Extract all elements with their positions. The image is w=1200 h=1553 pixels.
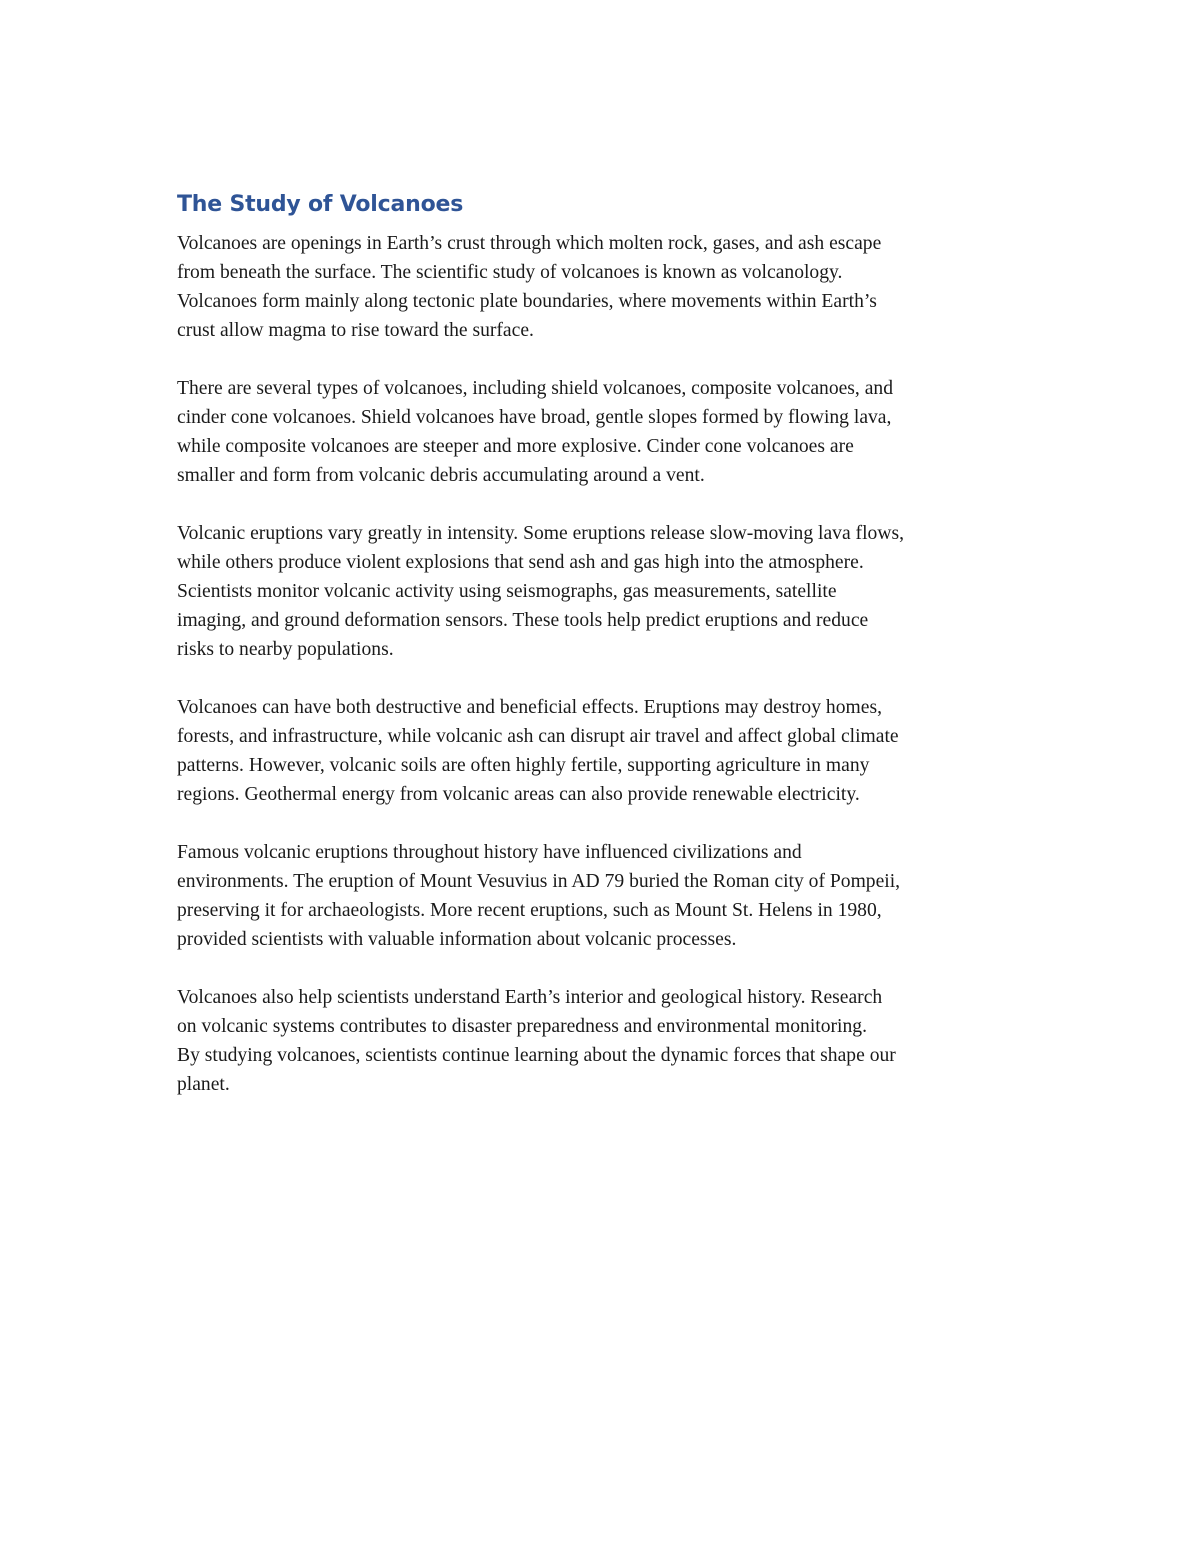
paragraph-types: There are several types of volcanoes, including shield volcanoes, composite volcanoes, and cinder cone volcanoes. Shield volcanoes have broad, gentle slopes formed by flowing lava, while composite volcanoes are steeper and more explosive. Cinder cone volcanoes are smaller and form from volcanic debris accumulating around a vent. bbox=[177, 378, 894, 486]
paragraph-eruptions: Volcanic eruptions vary greatly in intensity. Some eruptions release slow-moving lava flows, while others produce violent explosions that send ash and gas high into the atmosphere. Scientists monitor volcanic activity using seismographs, gas measurements, satellite imaging, and ground deformation sensors. These tools help predict eruptions and reduce risks to nearby populations. bbox=[177, 523, 904, 660]
document-body bbox=[177, 188, 1037, 1128]
paragraph-history: Famous volcanic eruptions throughout history have influenced civilizations and environments. The eruption of Mount Vesuvius in AD 79 buried the Roman city of Pompeii, preserving it for archaeologists. More recent eruptions, such as Mount St. Helens in 1980, provided scientists with valuable information about volcanic processes. bbox=[177, 842, 901, 950]
document-title: The Study of Volcanoes bbox=[177, 192, 464, 217]
paragraph-research: Volcanoes also help scientists understand Earth’s interior and geological history. Research on volcanic systems contributes to disaster preparedness and environmental monitoring. By studying volcanoes, scientists continue learning about the dynamic forces that shape our planet. bbox=[177, 987, 896, 1095]
paragraph-intro: Volcanoes are openings in Earth’s crust through which molten rock, gases, and ash escape from beneath the surface. The scientific study of volcanoes is known as volcanology. Volcanoes form mainly along tectonic plate boundaries, where movements within Earth’s crust allow magma to rise toward the surface. bbox=[177, 233, 882, 341]
paragraph-effects: Volcanoes can have both destructive and beneficial effects. Eruptions may destroy homes, forests, and infrastructure, while volcanic ash can disrupt air travel and affect global climate patterns. However, volcanic soils are often highly fertile, supporting agriculture in many regions. Geothermal energy from volcanic areas can also provide renewable electricity. bbox=[177, 697, 899, 805]
